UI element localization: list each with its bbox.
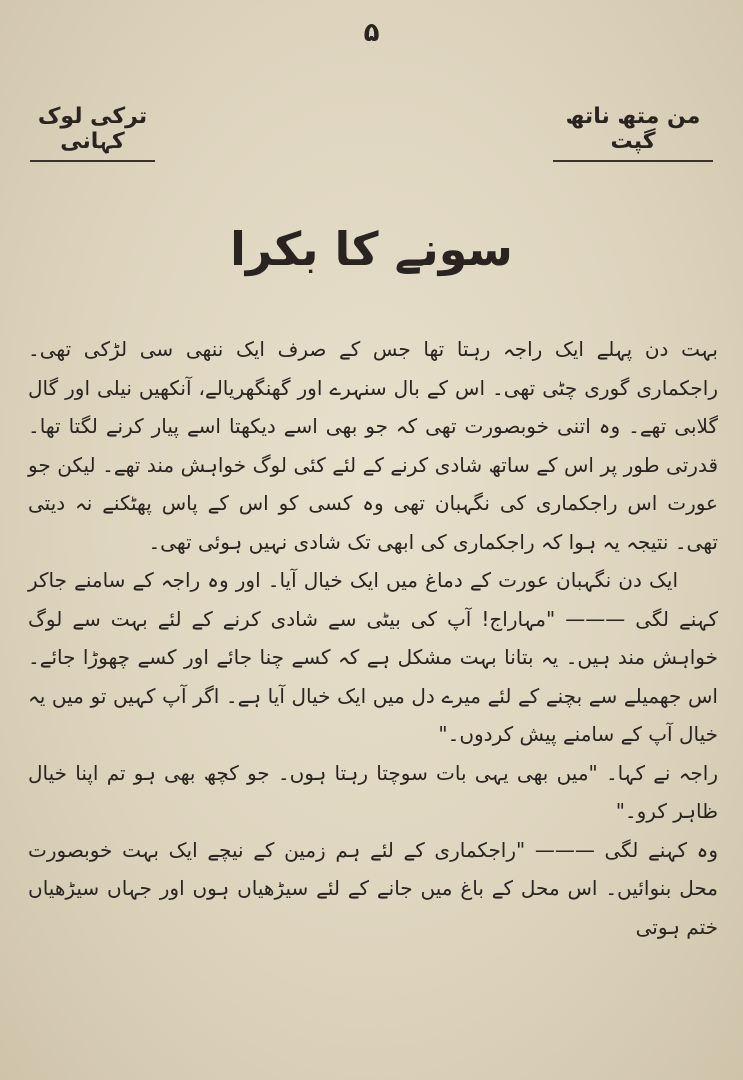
story-title: سونے کا بکرا (230, 222, 513, 276)
paragraph: بہت دن پہلے ایک راجہ رہتا تھا جس کے صرف ایک ننھی سی لڑکی تھی۔ راجکماری گوری چٹی تھی۔ اس کے بال سنہرے اور گھنگھریالے، آنکھیں نیلی اور گال گلابی تھے۔ وہ اتنی خوبصورت تھی کہ جو بھی اسے دیکھتا اسے پیار کرنے لگتا تھا۔ قدرتی طور پر اس کے ساتھ شادی کرنے کے لئے کئی لوگ خواہش مند تھے۔ لیکن جو عورت اس راجکماری کی نگہبان تھی وہ کسی کو اس کے پاس پھٹکنے نہ دیتی تھی۔ نتیجہ یہ ہوا کہ راجکماری کی ابھی تک شادی نہیں ہوئی تھی۔ (28, 337, 718, 554)
paragraph: وہ کہنے لگی ——— "راجکماری کے لئے ہم زمین کے نیچے ایک بہت خوبصورت محل بنوائیں۔ اس محل کے باغ میں جانے کے لئے سیڑھیاں ہوں اور جہاں سیڑھیاں ختم ہوتی (28, 837, 718, 939)
story-body (28, 330, 718, 946)
paragraph: ایک دن نگہبان عورت کے دماغ میں ایک خیال آیا۔ اور وہ راجہ کے سامنے جاکر کہنے لگی ——— "مہاراج! آپ کی بیٹی سے شادی کرنے کے لئے بہت سے لوگ خواہش مند ہیں۔ یہ بتانا بہت مشکل ہے کہ کسے چنا جائے اور کسے چھوڑا جائے۔ اس جھمیلے سے بچنے کے لئے میرے دل میں ایک خیال آیا ہے۔ اگر آپ کہیں تو میں یہ خیال آپ کے سامنے پیش کردوں۔" (28, 568, 718, 746)
author-name: من متھ ناتھ گپت (553, 104, 713, 162)
page-number: ۵ (363, 18, 380, 48)
paragraph: راجہ نے کہا۔ "میں بھی یہی بات سوچتا رہتا ہوں۔ جو کچھ بھی ہو تم اپنا خیال ظاہر کرو۔" (28, 760, 718, 823)
story-category: ترکی لوک کہانی (30, 104, 155, 162)
